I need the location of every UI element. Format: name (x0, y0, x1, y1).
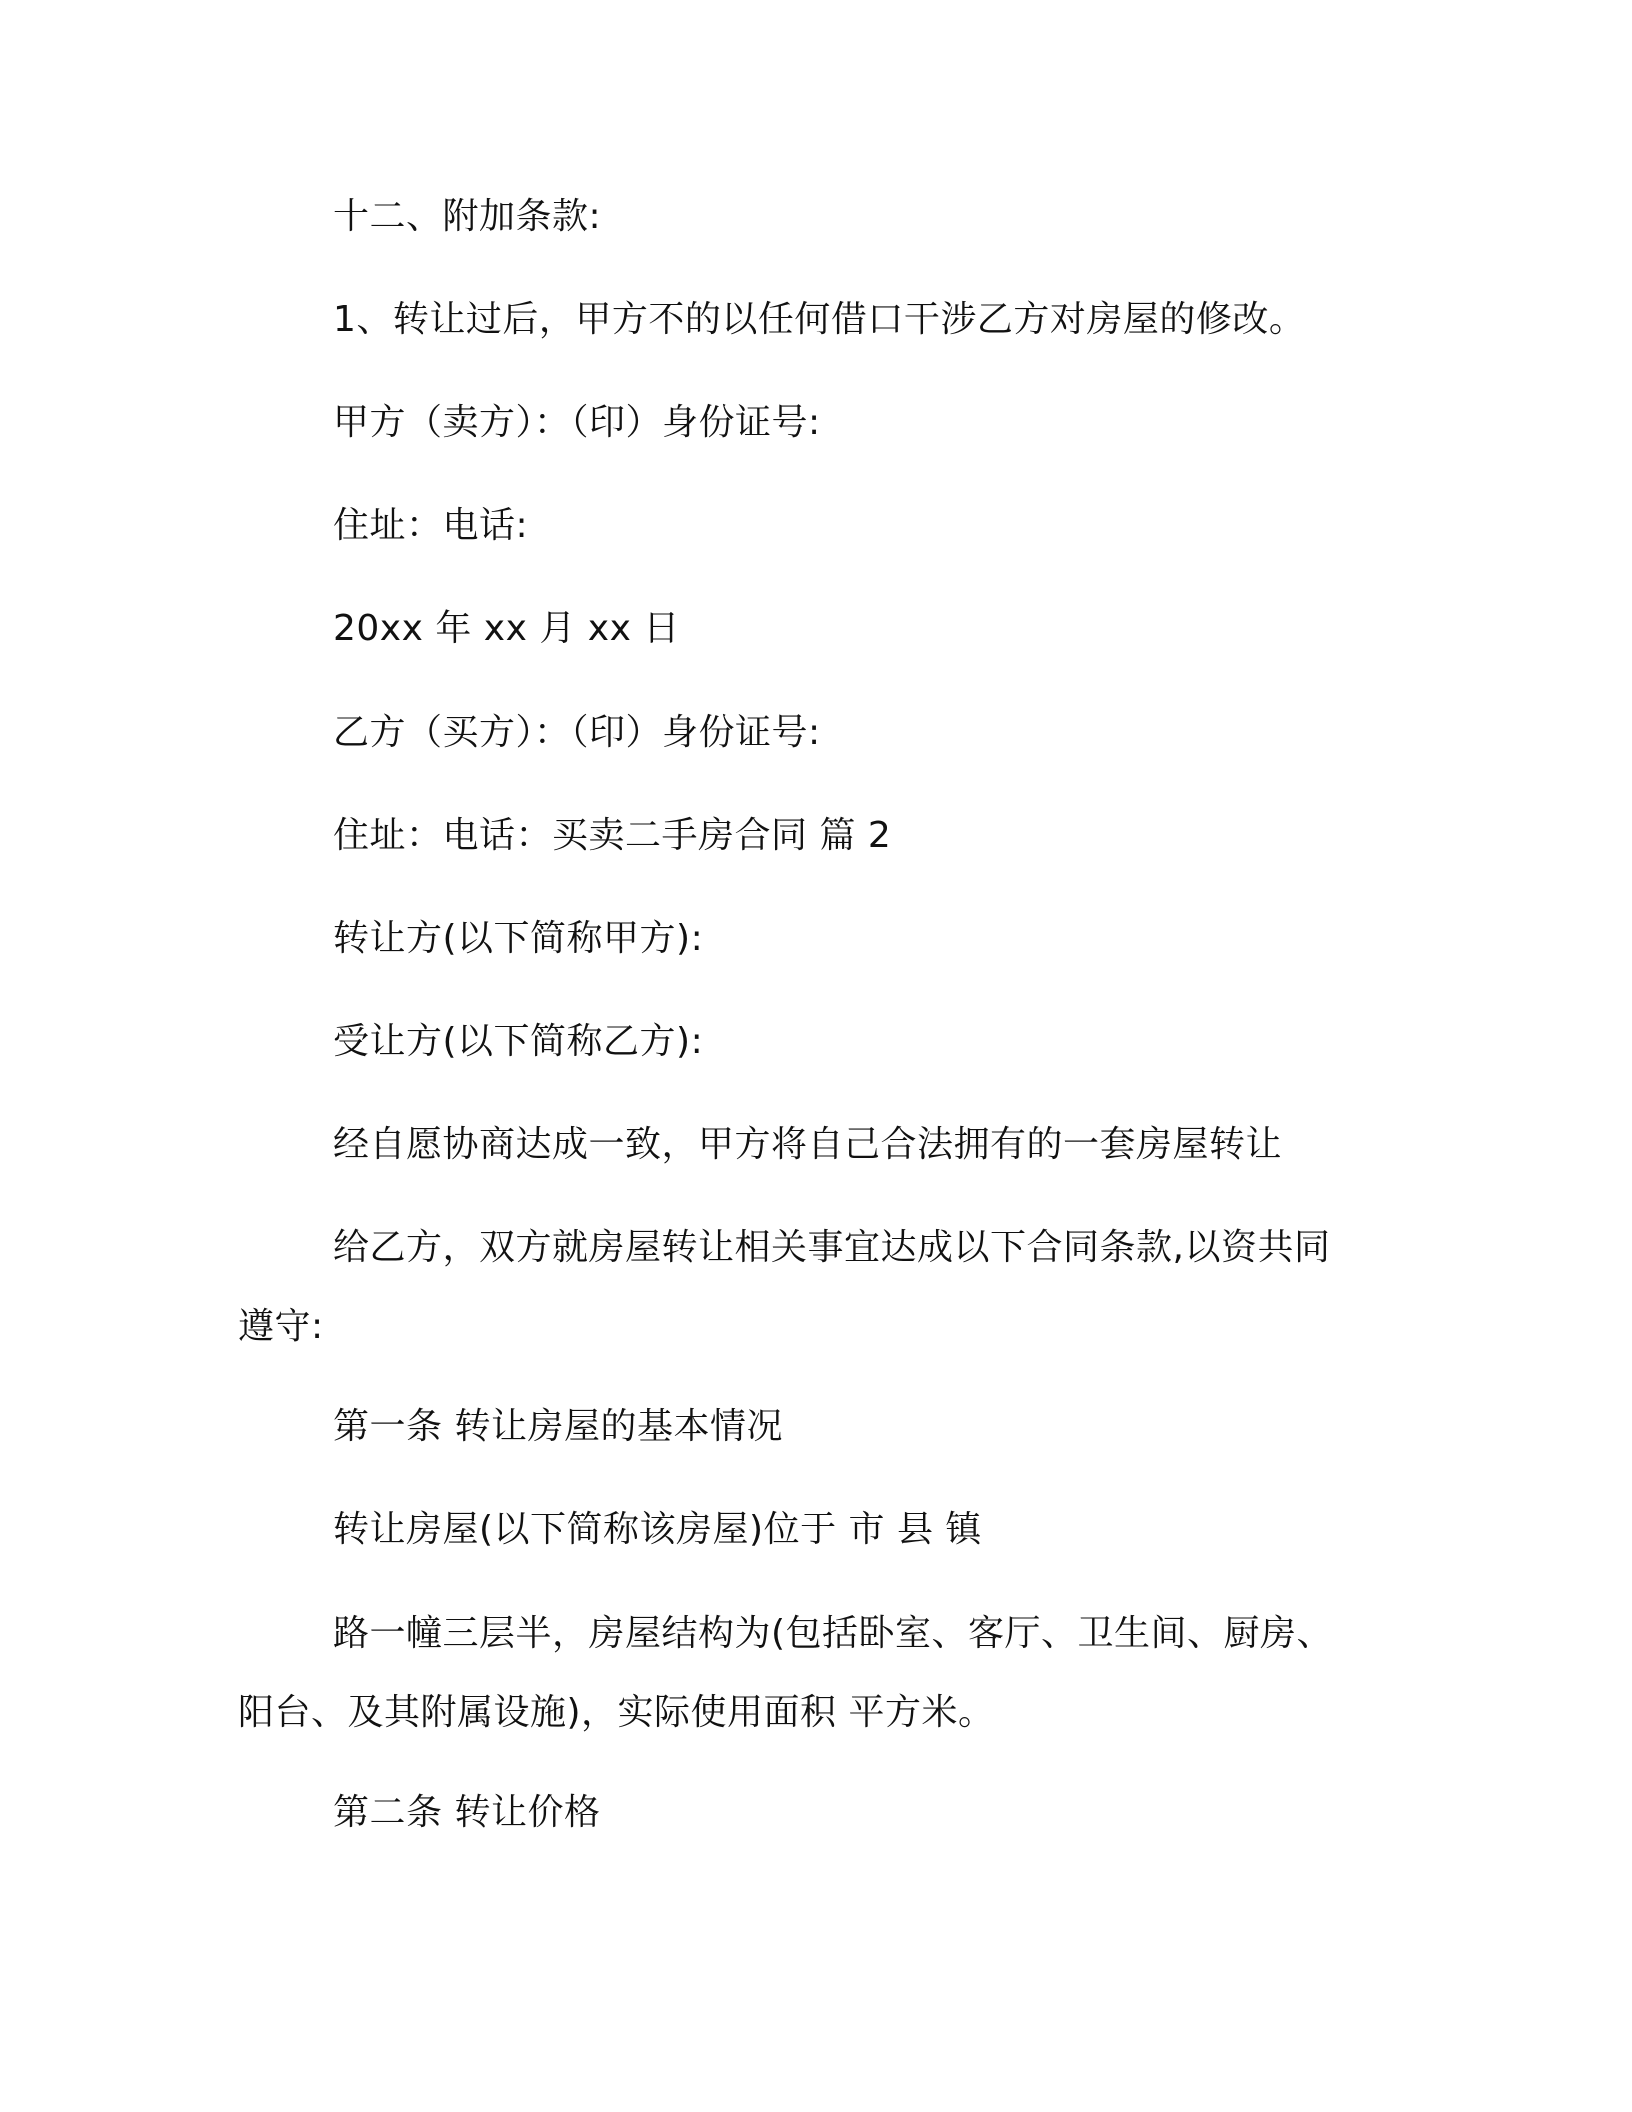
agreement-intro-line-1: 经自愿协商达成一致，甲方将自己合法拥有的一套房屋转让 (333, 1124, 1283, 1165)
date-line: 20xx 年 xx 月 xx 日 (333, 608, 680, 649)
property-structure-line-1: 路一幢三层半，房屋结构为(包括卧室、客厅、卫生间、厨房、 (333, 1613, 1334, 1654)
property-location-line: 转让房屋(以下简称该房屋)位于 市 县 镇 (333, 1509, 982, 1550)
article-1-heading: 第一条 转让房屋的基本情况 (333, 1406, 783, 1447)
property-structure-line-2: 阳台、及其附属设施)，实际使用面积 平方米。 (238, 1692, 995, 1733)
clause-1-text: 1、转让过后，甲方不的以任何借口干涉乙方对房屋的修改。 (333, 299, 1306, 340)
section-heading-additional-terms: 十二、附加条款: (333, 196, 602, 237)
party-b-signature-line: 乙方（买方）：（印）身份证号: (333, 712, 821, 753)
party-a-address-line: 住址：电话: (333, 505, 529, 546)
agreement-intro-line-2: 给乙方，双方就房屋转让相关事宜达成以下合同条款,以资共同 (333, 1227, 1331, 1268)
party-a-signature-line: 甲方（卖方）：（印）身份证号: (333, 402, 821, 443)
transferee-line: 受让方(以下简称乙方): (333, 1021, 704, 1062)
article-2-heading: 第二条 转让价格 (333, 1792, 601, 1833)
transferor-line: 转让方(以下简称甲方): (333, 918, 704, 959)
party-b-address-line: 住址：电话：买卖二手房合同 篇 2 (333, 815, 892, 856)
agreement-intro-line-3: 遵守: (238, 1306, 324, 1347)
